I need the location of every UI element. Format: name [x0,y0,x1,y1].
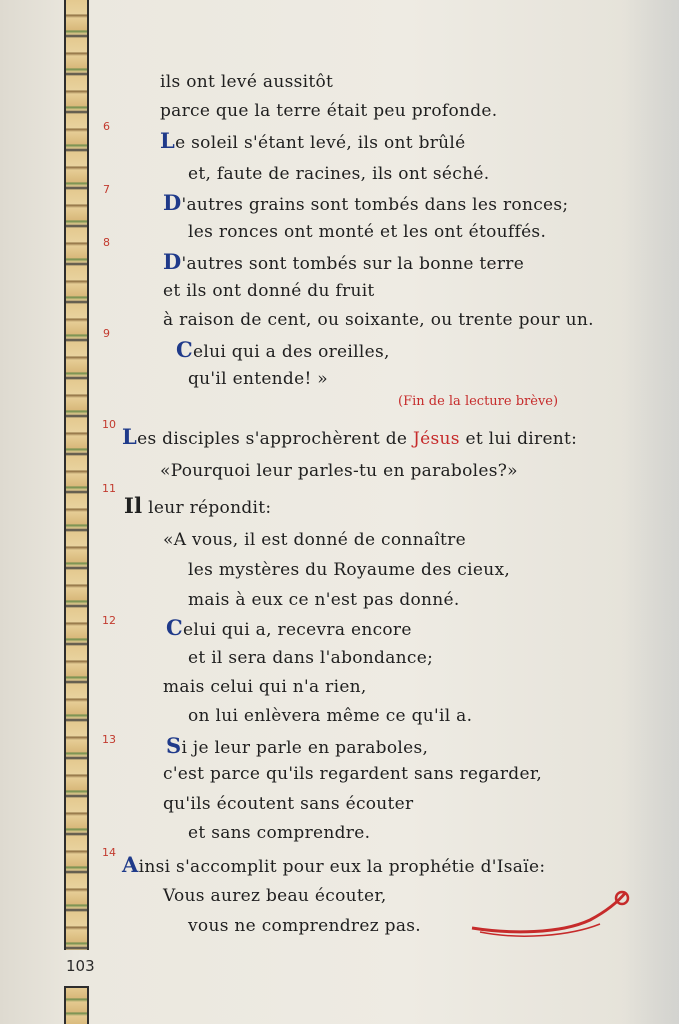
text-line: Si je leur parle en paraboles, [166,733,429,758]
text-line: mais celui qui n'a rien, [163,677,367,697]
text-line: et, faute de racines, ils ont séché. [188,164,490,184]
text-line: Le soleil s'étant levé, ils ont brûlé [160,128,466,153]
text-line: et il sera dans l'abondance; [188,648,434,668]
text-line: les ronces ont monté et les ont étouffés. [188,222,547,242]
text-line: mais à eux ce n'est pas donné. [188,590,460,610]
text-line: «A vous, il est donné de connaître [163,530,466,550]
rubric-note: (Fin de la lecture brève) [398,394,559,409]
text-line: «Pourquoi leur parles-tu en paraboles?» [160,461,518,481]
paper-show-through [619,0,679,1024]
text-line: Les disciples s'approchèrent de Jésus et lui dirent: [122,424,578,449]
verse-number: 13 [102,733,116,746]
text-line: et sans comprendre. [188,823,371,843]
drop-initial: L [160,128,176,153]
verse-number: 9 [103,327,110,340]
text-line: D'autres sont tombés sur la bonne terre [163,249,525,274]
drop-initial: L [122,424,138,449]
text-line: à raison de cent, ou soixante, ou trente pour un. [163,310,594,330]
text-line: D'autres grains sont tombés dans les ronces; [163,190,569,215]
text-line: les mystères du Royaume des cieux, [188,560,511,580]
drop-initial: C [166,615,184,640]
verse-number: 6 [103,120,110,133]
text-line: on lui enlèvera même ce qu'il a. [188,706,473,726]
verse-number: 12 [102,614,116,627]
text-line: et ils ont donné du fruit [163,281,375,301]
verse-number: 7 [103,183,110,196]
verse-number: 11 [102,482,116,495]
drop-initial: C [176,337,194,362]
text-line: c'est parce qu'ils regardent sans regarder, [163,764,543,784]
verse-number: 14 [102,846,116,859]
drop-initial: A [122,852,139,877]
text-line: Celui qui a des oreilles, [176,337,390,362]
decorative-border [64,0,89,950]
drop-initial: Il [124,493,143,518]
text-line: Il leur répondit: [124,493,272,518]
highlighted-name: Jésus [412,429,460,449]
text-line: Ainsi s'accomplit pour eux la prophétie d'Isaïe: [122,852,546,877]
drop-initial: S [166,733,182,758]
text-line: ils ont levé aussitôt [160,72,334,92]
drop-initial: D [163,190,182,215]
text-line: qu'ils écoutent sans écouter [163,794,414,814]
text-line: Vous aurez beau écouter, [163,886,387,906]
page-number: 103 [66,957,95,975]
decorative-border-lower [64,986,89,1024]
text-line: parce que la terre était peu profonde. [160,101,498,121]
text-line: vous ne comprendrez pas. [188,916,421,936]
text-line: Celui qui a, recevra encore [166,615,412,640]
drop-initial: D [163,249,182,274]
text-line: qu'il entende! » [188,369,329,389]
verse-number: 10 [102,418,116,431]
red-flourish-icon [470,884,640,944]
verse-number: 8 [103,236,110,249]
